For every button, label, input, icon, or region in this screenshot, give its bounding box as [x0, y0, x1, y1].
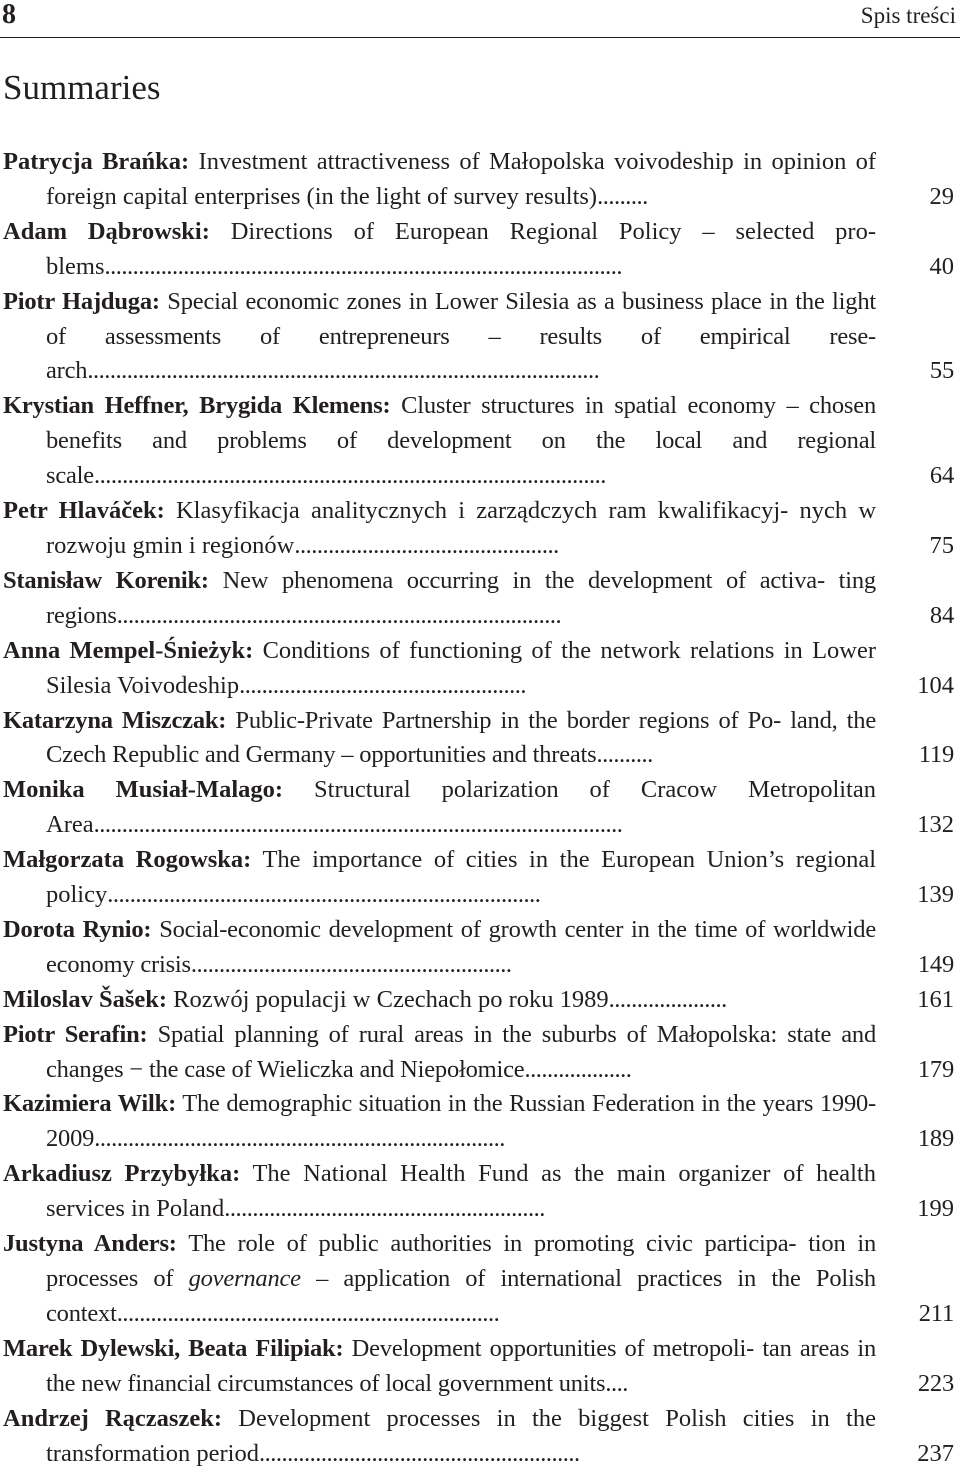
entry-page-number: 55	[929, 357, 954, 385]
toc-entry	[0, 1332, 960, 1402]
entry-title: opinion of foreign capital enterprises (in the light of survey results)	[46, 148, 877, 210]
entry-page-number: 189	[917, 1125, 954, 1153]
entry-author: Marek Dylewski, Beata Filipiak:	[3, 1334, 344, 1362]
entry-page-number: 104	[917, 671, 954, 699]
entry-title: Directions of European Regional Policy – selected pro-	[230, 217, 876, 245]
entry-title: The demographic situation in the Russian Federation in the	[182, 1090, 756, 1118]
entry-title: Cluster structures in spatial economy	[401, 392, 776, 420]
entry-title: Rozwój populacji w Czechach po roku 1989	[173, 985, 609, 1013]
entry-title: in the light of assessments of entrepreneurs – results of empirical rese-	[46, 287, 876, 350]
leader-dots: .........................................................................	[94, 1125, 505, 1153]
entry-title: – chosen benefits and problems of development on the local and regional	[46, 392, 876, 455]
entry-page-number: 149	[917, 950, 954, 978]
leader-dots: ..........	[596, 741, 653, 769]
entry-title: health services in Poland	[46, 1160, 876, 1223]
entry-title: the Polish context	[46, 1265, 876, 1327]
toc-entry	[0, 634, 960, 704]
entry-author: Kazimiera Wilk:	[3, 1090, 177, 1118]
leader-dots: .........................................................	[258, 1439, 580, 1467]
toc-entry	[0, 145, 960, 215]
leader-dots: .....................	[608, 985, 727, 1013]
entry-title: scale	[46, 462, 94, 490]
toc-entry	[0, 1087, 960, 1157]
entry-page-number: 29	[929, 182, 954, 210]
header-rule	[0, 37, 960, 38]
entry-page-number: 40	[929, 252, 954, 280]
entry-title: regional policy	[46, 846, 877, 909]
toc-entry	[0, 843, 960, 913]
entry-author: Anna Mempel-Śnieżyk:	[3, 636, 254, 664]
entry-page-number: 75	[929, 531, 954, 559]
entry-author: Małgorzata Rogowska:	[3, 846, 252, 874]
entry-author: Arkadiusz Przybyłka:	[3, 1160, 241, 1188]
entry-title: Special economic zones in Lower Silesia as a business place	[167, 287, 762, 315]
entry-title: years 1990-2009	[46, 1090, 877, 1153]
entry-title: land, the Czech Republic and Germany – opportunities and threats	[46, 706, 877, 769]
entry-author: Andrzej Rączaszek:	[3, 1404, 222, 1432]
entry-title: blems	[46, 252, 105, 280]
entry-title: state and changes − the case of Wieliczka and Niepołomice	[46, 1020, 876, 1083]
entry-title: Klasyfikacja analitycznych i zarządczych ram kwalifikacyj-	[175, 497, 789, 525]
entry-page-number: 119	[918, 741, 954, 769]
leader-dots: ...................	[524, 1055, 632, 1083]
entry-title: Development processes in the biggest Polish cities in	[238, 1404, 830, 1432]
entry-page-number: 84	[929, 601, 954, 629]
entry-page-number: 237	[917, 1439, 954, 1467]
toc-entry	[0, 983, 960, 1018]
entry-title: The importance of cities in the European Union’s	[262, 846, 785, 874]
leader-dots: ...................................................	[239, 671, 526, 699]
entry-author: Miloslav Šašek:	[3, 985, 168, 1013]
toc-entry	[0, 494, 960, 564]
entry-page-number: 199	[917, 1195, 954, 1223]
entry-author: Piotr Hajduga:	[3, 287, 160, 315]
entry-title: worldwide economy crisis	[46, 915, 876, 978]
entry-author: Justyna Anders:	[3, 1230, 177, 1258]
leader-dots: ...............................................................................	[116, 601, 562, 629]
leader-dots: ...........................................................................................	[87, 357, 600, 385]
entry-author: Dorota Rynio:	[3, 915, 152, 943]
leader-dots: ...........................................................................................	[93, 462, 606, 490]
entry-title: The National Health Fund as the main organizer of	[252, 1160, 804, 1188]
entry-author: Monika Musiał-Malago:	[3, 776, 284, 804]
entry-author: Krystian Heffner, Brygida Klemens:	[3, 392, 391, 420]
toc-entry	[0, 913, 960, 983]
entry-title: Structural polarization of Cracow Metropolitan	[314, 776, 876, 804]
entry-title: – application of international practices in	[300, 1265, 757, 1292]
leader-dots: .............................................................................	[107, 881, 541, 909]
leader-dots: ............................................................................................	[104, 252, 623, 280]
entry-title: Public-Private Partnership in the border regions of Po-	[235, 706, 782, 734]
entry-title: Spatial planning of rural areas in the suburbs of Małopolska:	[157, 1020, 778, 1048]
section-title: Summaries	[3, 68, 161, 107]
leader-dots: ....	[605, 1369, 628, 1397]
entry-page-number: 139	[917, 881, 954, 909]
entry-title: New phenomena occurring in the development of activa-	[222, 566, 825, 594]
leader-dots: .........	[597, 182, 648, 210]
entry-title: Conditions of functioning of the network relations	[262, 636, 775, 664]
entry-page-number: 223	[917, 1369, 954, 1397]
running-title: Spis treści	[860, 3, 956, 28]
entry-author: Adam Dąbrowski:	[3, 217, 210, 245]
entry-page-number: 132	[917, 811, 954, 839]
leader-dots: ..............................................................................................	[93, 811, 623, 839]
entry-title: The role of public authorities in promoting civic participa-	[188, 1230, 797, 1258]
entry-title: nych w rozwoju gmin i regionów	[46, 497, 877, 559]
leader-dots: .........................................................	[224, 1195, 545, 1223]
entry-title: tan areas in the new financial circumstances of local government units	[46, 1334, 876, 1397]
entry-author: Patrycja Brańka:	[3, 148, 190, 175]
toc-entry	[0, 704, 960, 774]
entry-author: Stanisław Korenik:	[3, 566, 209, 594]
toc-entry	[0, 773, 960, 843]
entry-title: Investment attractiveness of Małopolska voivodeship in	[198, 148, 763, 175]
entry-page-number: 64	[929, 462, 954, 490]
entry-title-emphasis: governance	[188, 1265, 301, 1292]
page-number: 8	[2, 0, 16, 30]
leader-dots: ...............................................	[294, 531, 559, 559]
table-of-contents	[0, 145, 960, 1471]
entry-title: the transformation period	[46, 1404, 876, 1467]
toc-entry	[0, 1157, 960, 1227]
page-header	[0, 0, 960, 40]
toc-entry	[0, 564, 960, 634]
toc-entry	[0, 1402, 960, 1472]
entry-author: Piotr Serafin:	[3, 1020, 148, 1048]
toc-entry	[0, 389, 960, 494]
leader-dots: .........................................................	[190, 950, 512, 978]
entry-title: in Lower Silesia Voivodeship	[46, 636, 877, 699]
toc-entry	[0, 285, 960, 390]
entry-title: Area	[46, 811, 94, 839]
toc-entry	[0, 1018, 960, 1088]
leader-dots: ....................................................................	[116, 1299, 500, 1327]
toc-entry	[0, 1227, 960, 1332]
entry-title: ting regions	[46, 566, 876, 629]
toc-entry	[0, 215, 960, 285]
entry-title: Social-economic development of growth center in the time of	[159, 915, 766, 943]
entry-author: Petr Hlaváček:	[3, 497, 165, 525]
entry-page-number: 161	[917, 985, 954, 1013]
entry-page-number: 211	[918, 1299, 954, 1327]
entry-title: tion in processes of	[46, 1230, 877, 1292]
entry-title: arch	[46, 357, 88, 385]
entry-page-number: 179	[917, 1055, 954, 1083]
entry-author: Katarzyna Miszczak:	[3, 706, 227, 734]
entry-title: Development opportunities of metropoli-	[351, 1334, 755, 1362]
